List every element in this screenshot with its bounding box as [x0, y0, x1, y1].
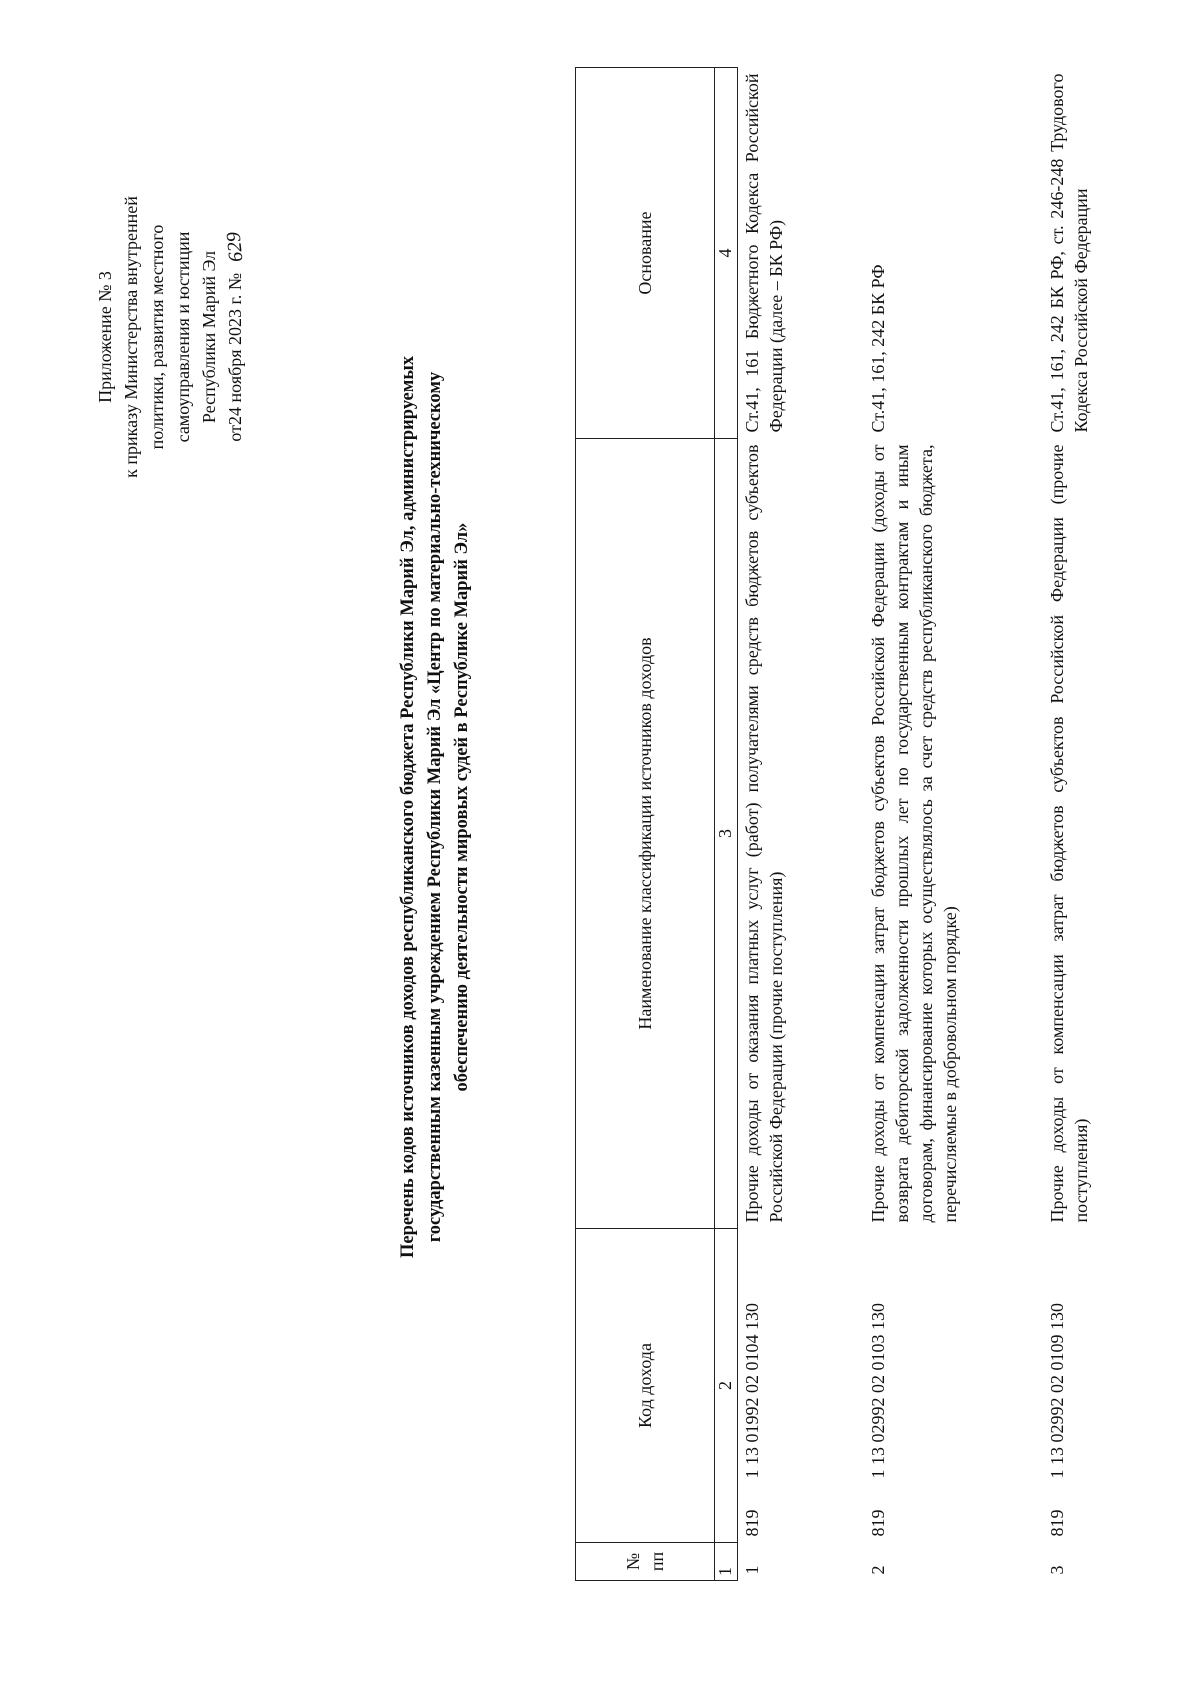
income-code: 1 13 02992 02 0109 130: [1047, 1303, 1067, 1479]
appendix-line: самоуправления и юстиции: [173, 231, 193, 443]
income-name: Прочие доходы от компенсации затрат бюджетов субъектов Российской Федерации (прочие поступления): [1047, 444, 1091, 1223]
header-code: Код дохода: [576, 1229, 715, 1543]
header-num: № пп: [576, 1543, 715, 1581]
row-number: 2: [868, 1565, 888, 1575]
appendix-line: Приложение № 3: [95, 271, 115, 403]
row-number: 3: [1047, 1565, 1067, 1575]
income-name: Прочие доходы от оказания платных услуг (работ) получателями средств бюджетов субъектов Российской Федерации (прочие поступления): [742, 444, 786, 1223]
column-number: 3: [715, 439, 738, 1229]
column-number-row: [715, 68, 738, 1581]
title-line: обеспечению деятельности мировых судей в Республике Марий Эл»: [452, 522, 472, 1092]
income-basis: Ст.41, 161, 242 БК РФ: [868, 264, 888, 433]
title-line: Перечень кодов источников доходов республиканского бюджета Республики Марий Эл, администрируемых: [398, 355, 418, 1259]
admin-code: 819: [1047, 1509, 1067, 1537]
admin-code: 819: [742, 1509, 762, 1537]
date-rest: ноября 2023 г. №: [225, 272, 245, 403]
title-line: государственным казенным учреждением Республики Марий Эл «Центр по материально-техническому: [425, 371, 445, 1243]
column-number: 4: [715, 68, 738, 439]
income-code: 1 13 01992 02 0104 130: [742, 1303, 762, 1479]
column-number: 1: [715, 1543, 738, 1581]
header-basis: Основание: [576, 68, 715, 439]
header-name: Наименование классификации источников доходов: [576, 439, 715, 1229]
income-basis: Ст.41, 161 Бюджетного Кодекса Российской Федерации (далее – БК РФ): [742, 73, 786, 433]
table-row: [738, 68, 865, 1581]
row-number: 1: [742, 1565, 762, 1575]
income-basis: Ст.41, 161, 242 БК РФ, ст. 246-248 Трудового Кодекса Российской Федерации: [1047, 73, 1091, 433]
date-day: 24: [225, 406, 245, 425]
income-sources-table: [575, 67, 1137, 1581]
order-number: 629: [222, 231, 248, 264]
admin-code: 819: [868, 1509, 888, 1537]
appendix-line: политики, развития местного: [147, 224, 167, 450]
table-row: [1043, 68, 1137, 1581]
date-prefix: от: [225, 424, 245, 442]
table-row: [864, 68, 1043, 1581]
appendix-line: к приказу Министерства внутренней: [121, 196, 141, 478]
income-name: Прочие доходы от компенсации затрат бюджетов субъектов Российской Федерации (доходы от возврата дебиторской задолженности прошлых лет по государственным контрактам и иным договорам, финансирование которых осуществлялось за счет средств республиканского бюджета, перечисляемые в добровольном порядке): [868, 444, 960, 1223]
table-header-row: [576, 68, 715, 1581]
income-code: 1 13 02992 02 0103 130: [868, 1303, 888, 1479]
appendix-block: [92, 0, 248, 687]
document-title: [395, 217, 476, 1397]
column-number: 2: [715, 1229, 738, 1543]
appendix-date-line: [222, 0, 248, 687]
appendix-line: Республики Марий Эл: [199, 250, 219, 424]
